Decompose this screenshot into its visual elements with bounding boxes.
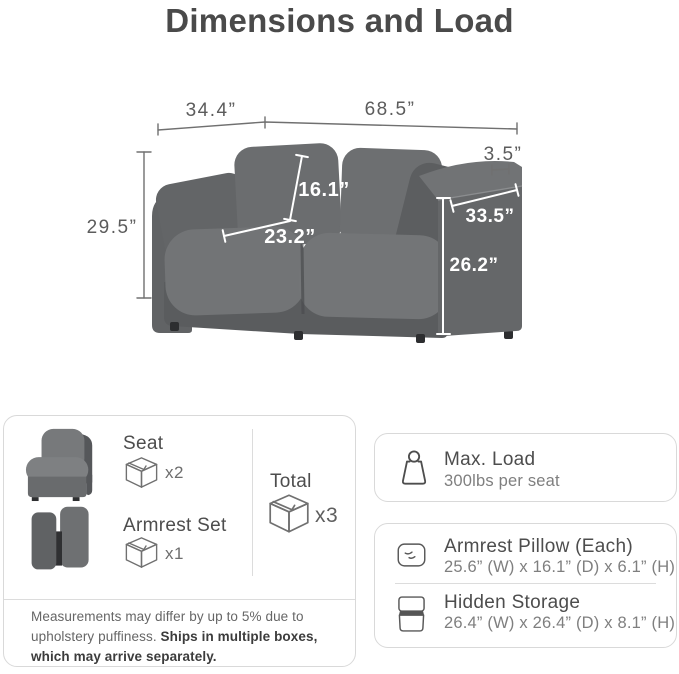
armrest-pillow-dimensions: 25.6” (W) x 16.1” (D) x 6.1” (H) xyxy=(444,558,676,576)
footnote-bold: Ships in multiple boxes, which may arrive separately. xyxy=(31,628,318,664)
specs-card xyxy=(374,523,677,648)
dim-label-arm-thickness: 3.5” xyxy=(483,144,523,165)
seat-module-thumbnail xyxy=(18,426,106,502)
dim-label-top-depth: 34.4” xyxy=(185,100,237,121)
storage-icon xyxy=(397,595,426,633)
hidden-storage-title: Hidden Storage xyxy=(444,592,581,613)
footnote-regular: Measurements may differ by up to 5% due to upholstery puffiness. xyxy=(31,609,304,644)
dim-label-top-width: 68.5” xyxy=(364,99,416,120)
weight-icon xyxy=(398,448,431,489)
sofa-illustration xyxy=(152,142,522,343)
row-divider xyxy=(395,583,656,584)
total-box-count: x3 xyxy=(315,504,339,527)
hidden-storage-dimensions: 26.4” (W) x 26.4” (D) x 8.1” (H) xyxy=(444,614,676,632)
dim-label-backrest-height: 16.1” xyxy=(298,179,350,201)
max-load-subtitle: 300lbs per seat xyxy=(444,472,560,490)
package-contents-card xyxy=(3,415,356,667)
vertical-divider xyxy=(252,429,253,576)
armrest-box-count: x1 xyxy=(165,544,184,563)
dim-label-seat-depth: 23.2” xyxy=(264,226,316,248)
box-icon xyxy=(123,536,160,569)
pillow-icon xyxy=(397,543,426,567)
dim-label-armrest-depth: 33.5” xyxy=(465,206,515,227)
horizontal-divider xyxy=(4,599,355,600)
seat-label: Seat xyxy=(123,433,164,454)
max-load-title: Max. Load xyxy=(444,449,536,470)
total-label: Total xyxy=(270,471,312,492)
dim-label-armrest-height: 26.2” xyxy=(449,255,499,276)
box-icon xyxy=(266,493,312,534)
box-icon xyxy=(123,456,160,489)
footnote xyxy=(31,607,337,667)
page-title: Dimensions and Load xyxy=(165,2,514,39)
seat-box-count: x2 xyxy=(165,463,184,482)
dim-label-overall-height: 29.5” xyxy=(86,217,138,238)
armrest-pillow-title: Armrest Pillow (Each) xyxy=(444,536,633,557)
armrest-set-thumbnail xyxy=(24,504,100,574)
armrest-set-label: Armrest Set xyxy=(123,515,227,536)
max-load-card xyxy=(374,433,677,502)
